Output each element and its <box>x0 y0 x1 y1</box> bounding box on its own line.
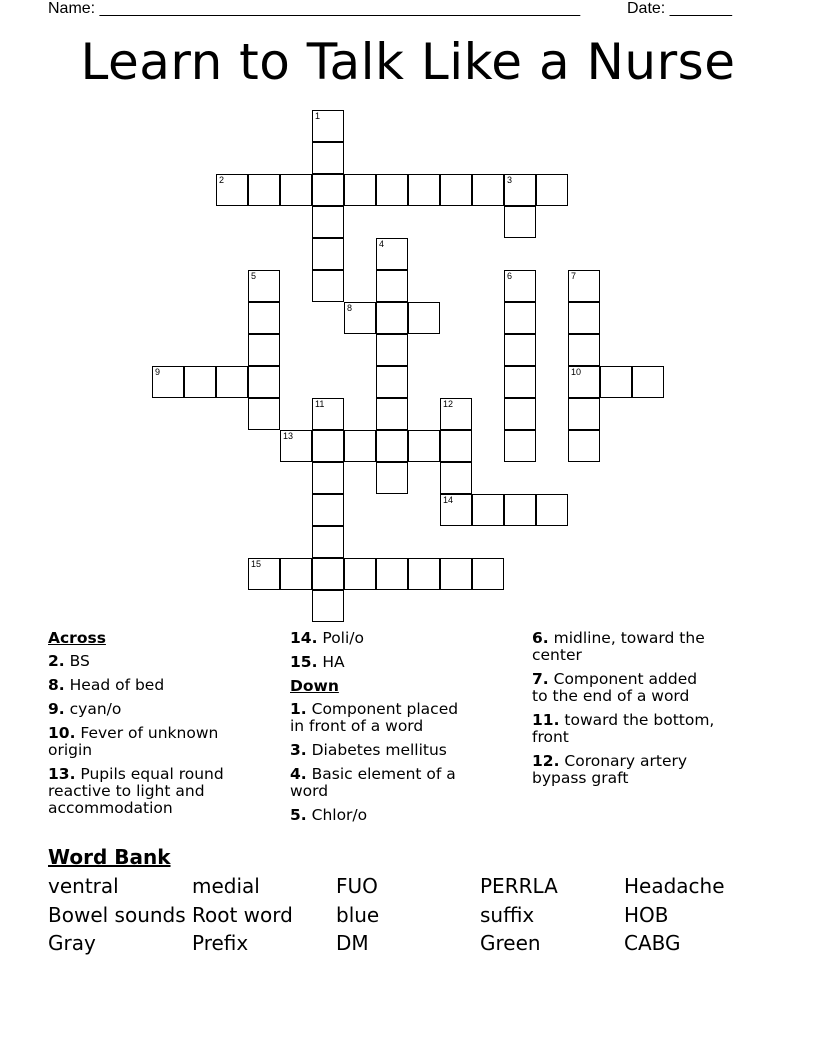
crossword-cell[interactable] <box>440 398 472 430</box>
crossword-cell[interactable] <box>408 430 440 462</box>
crossword-cell[interactable] <box>600 366 632 398</box>
clue-text: BS <box>69 652 90 670</box>
clue-text: Component placed in front of a word <box>290 700 459 735</box>
crossword-cell[interactable] <box>504 398 536 430</box>
crossword-cell[interactable] <box>152 366 184 398</box>
clue-across-2 <box>48 653 233 670</box>
clue-number: 2. <box>48 652 65 670</box>
clue-text: HA <box>322 653 345 671</box>
crossword-cell[interactable] <box>408 174 440 206</box>
clue-number: 7. <box>532 670 549 688</box>
clue-down-5 <box>290 807 475 824</box>
crossword-cell[interactable] <box>408 302 440 334</box>
crossword-cell[interactable] <box>440 174 472 206</box>
crossword-cell[interactable] <box>248 398 280 430</box>
word-bank-item: PERRLA <box>480 874 558 898</box>
clue-number: 11. <box>532 711 560 729</box>
crossword-cell[interactable] <box>440 462 472 494</box>
clues-column-1 <box>48 630 233 824</box>
crossword-cell[interactable] <box>504 494 536 526</box>
crossword-cell[interactable] <box>344 302 376 334</box>
clue-text: Component added to the end of a word <box>532 670 698 705</box>
crossword-cell[interactable] <box>280 430 312 462</box>
crossword-cell[interactable] <box>440 430 472 462</box>
clue-text: Basic element of a word <box>290 765 456 800</box>
crossword-cell[interactable] <box>248 174 280 206</box>
word-bank-item: Bowel sounds <box>48 902 186 927</box>
crossword-cell[interactable] <box>312 270 344 302</box>
crossword-cell[interactable] <box>472 494 504 526</box>
crossword-cell[interactable] <box>376 238 408 270</box>
cell-number: 5 <box>251 271 257 281</box>
clue-down-3 <box>290 742 475 759</box>
crossword-cell[interactable] <box>312 142 344 174</box>
clue-down-11 <box>532 712 717 746</box>
word-bank-item: blue <box>336 902 380 927</box>
crossword-cell[interactable] <box>376 334 408 366</box>
cell-number: 9 <box>155 367 161 377</box>
cell-number: 12 <box>443 399 454 409</box>
word-bank-item: DM <box>336 931 369 955</box>
clue-number: 14. <box>290 629 318 647</box>
cell-number: 11 <box>315 399 325 409</box>
clue-across-15 <box>290 654 475 671</box>
word-bank-item: Headache <box>624 874 725 898</box>
word-bank-item: FUO <box>336 874 378 898</box>
clue-text: toward the bottom, front <box>532 711 715 746</box>
crossword-cell[interactable] <box>504 270 536 302</box>
crossword-cell[interactable] <box>568 398 600 430</box>
crossword-cell[interactable] <box>248 270 280 302</box>
crossword-cell[interactable] <box>312 174 344 206</box>
crossword-cell[interactable] <box>280 174 312 206</box>
clue-number: 12. <box>532 752 560 770</box>
crossword-cell[interactable] <box>312 238 344 270</box>
crossword-cell[interactable] <box>376 270 408 302</box>
clue-down-6 <box>532 630 717 664</box>
word-bank-item: CABG <box>624 931 681 955</box>
clue-text: cyan/o <box>69 700 122 718</box>
crossword-cell[interactable] <box>472 558 504 590</box>
date-line: _______ <box>669 0 732 17</box>
crossword-cell[interactable] <box>632 366 664 398</box>
clue-text: Coronary artery bypass graft <box>532 752 688 787</box>
clue-number: 8. <box>48 676 65 694</box>
clue-number: 3. <box>290 741 307 759</box>
crossword-cell[interactable] <box>216 174 248 206</box>
crossword-cell[interactable] <box>472 174 504 206</box>
clues-column-3 <box>532 630 717 794</box>
cell-number: 4 <box>379 239 385 249</box>
crossword-cell[interactable] <box>376 558 408 590</box>
crossword-cell[interactable] <box>344 174 376 206</box>
clue-down-4 <box>290 766 475 800</box>
word-bank-item: suffix <box>480 902 535 927</box>
date-label: Date: <box>627 0 666 17</box>
word-bank-item: Gray <box>48 931 96 955</box>
crossword-cell[interactable] <box>376 462 408 494</box>
crossword-cell[interactable] <box>312 430 344 462</box>
clue-down-1 <box>290 701 475 735</box>
crossword-cell[interactable] <box>312 462 344 494</box>
cell-number: 13 <box>283 431 294 441</box>
crossword-cell[interactable] <box>504 302 536 334</box>
clue-text: Fever of unknown origin <box>48 724 219 759</box>
clue-across-13 <box>48 766 233 817</box>
crossword-cell[interactable] <box>184 366 216 398</box>
cell-number: 14 <box>443 495 454 505</box>
clue-text: Diabetes mellitus <box>311 741 447 759</box>
clue-across-9 <box>48 701 233 718</box>
clue-number: 5. <box>290 806 307 824</box>
crossword-cell[interactable] <box>504 206 536 238</box>
name-label: Name: <box>48 0 96 17</box>
cell-number: 1 <box>315 111 321 121</box>
crossword-cell[interactable] <box>312 398 344 430</box>
word-bank-title: Word Bank <box>48 845 171 869</box>
crossword-cell[interactable] <box>568 302 600 334</box>
clue-number: 9. <box>48 700 65 718</box>
crossword-cell[interactable] <box>312 526 344 558</box>
crossword-cell[interactable] <box>280 558 312 590</box>
crossword-cell[interactable] <box>440 558 472 590</box>
crossword-cell[interactable] <box>440 494 472 526</box>
crossword-cell[interactable] <box>504 366 536 398</box>
word-bank-item: Green <box>480 931 541 955</box>
clue-number: 10. <box>48 724 76 742</box>
word-bank-item: ventral <box>48 874 119 898</box>
cell-number: 10 <box>571 367 582 377</box>
clue-text: Poli/o <box>322 629 365 647</box>
clue-number: 15. <box>290 653 318 671</box>
crossword-cell[interactable] <box>504 430 536 462</box>
clue-down-12 <box>532 753 717 787</box>
clue-across-8 <box>48 677 233 694</box>
word-bank-item: Root word <box>192 902 293 927</box>
clue-number: 6. <box>532 629 549 647</box>
crossword-cell[interactable] <box>376 398 408 430</box>
crossword-cell[interactable] <box>568 270 600 302</box>
cell-number: 3 <box>507 175 513 185</box>
cell-number: 2 <box>219 175 225 185</box>
crossword-cell[interactable] <box>312 110 344 142</box>
cell-number: 8 <box>347 303 353 313</box>
crossword-cell[interactable] <box>312 494 344 526</box>
page-title: Learn to Talk Like a Nurse <box>80 33 736 91</box>
clue-across-10 <box>48 725 233 759</box>
crossword-cell[interactable] <box>312 206 344 238</box>
clue-number: 4. <box>290 765 307 783</box>
crossword-cell[interactable] <box>248 366 280 398</box>
crossword-cell[interactable] <box>408 558 440 590</box>
crossword-cell[interactable] <box>568 430 600 462</box>
crossword-cell[interactable] <box>536 494 568 526</box>
down-heading: Down <box>290 677 339 695</box>
across-heading: Across <box>48 629 106 647</box>
word-bank-item: Prefix <box>192 931 249 955</box>
crossword-cell[interactable] <box>376 174 408 206</box>
crossword-cell[interactable] <box>344 430 376 462</box>
crossword-cell[interactable] <box>312 590 344 622</box>
cell-number: 6 <box>507 271 513 281</box>
crossword-cell[interactable] <box>376 302 408 334</box>
cell-number: 7 <box>571 271 577 281</box>
name-line: ______________________________________________________ <box>99 0 581 17</box>
clue-text: Head of bed <box>69 676 165 694</box>
crossword-cell[interactable] <box>344 558 376 590</box>
word-bank-item: HOB <box>624 902 669 927</box>
crossword-cell[interactable] <box>536 174 568 206</box>
crossword-cell[interactable] <box>248 334 280 366</box>
clue-number: 1. <box>290 700 307 718</box>
crossword-cell[interactable] <box>568 334 600 366</box>
crossword-cell[interactable] <box>248 558 280 590</box>
crossword-cell[interactable] <box>216 366 248 398</box>
clue-text: midline, toward the center <box>532 629 705 664</box>
crossword-cell[interactable] <box>376 366 408 398</box>
crossword-cell[interactable] <box>568 366 600 398</box>
clues-column-2 <box>290 630 475 831</box>
crossword-cell[interactable] <box>312 558 344 590</box>
crossword-cell[interactable] <box>248 302 280 334</box>
clue-text: Chlor/o <box>311 806 368 824</box>
clue-text: Pupils equal round reactive to light and accommodation <box>48 765 224 817</box>
clue-across-14 <box>290 630 475 647</box>
clue-number: 13. <box>48 765 76 783</box>
crossword-cell[interactable] <box>504 334 536 366</box>
clue-down-7 <box>532 671 717 705</box>
crossword-cell[interactable] <box>504 174 536 206</box>
word-bank-item: medial <box>192 874 260 898</box>
crossword-cell[interactable] <box>376 430 408 462</box>
cell-number: 15 <box>251 559 262 569</box>
